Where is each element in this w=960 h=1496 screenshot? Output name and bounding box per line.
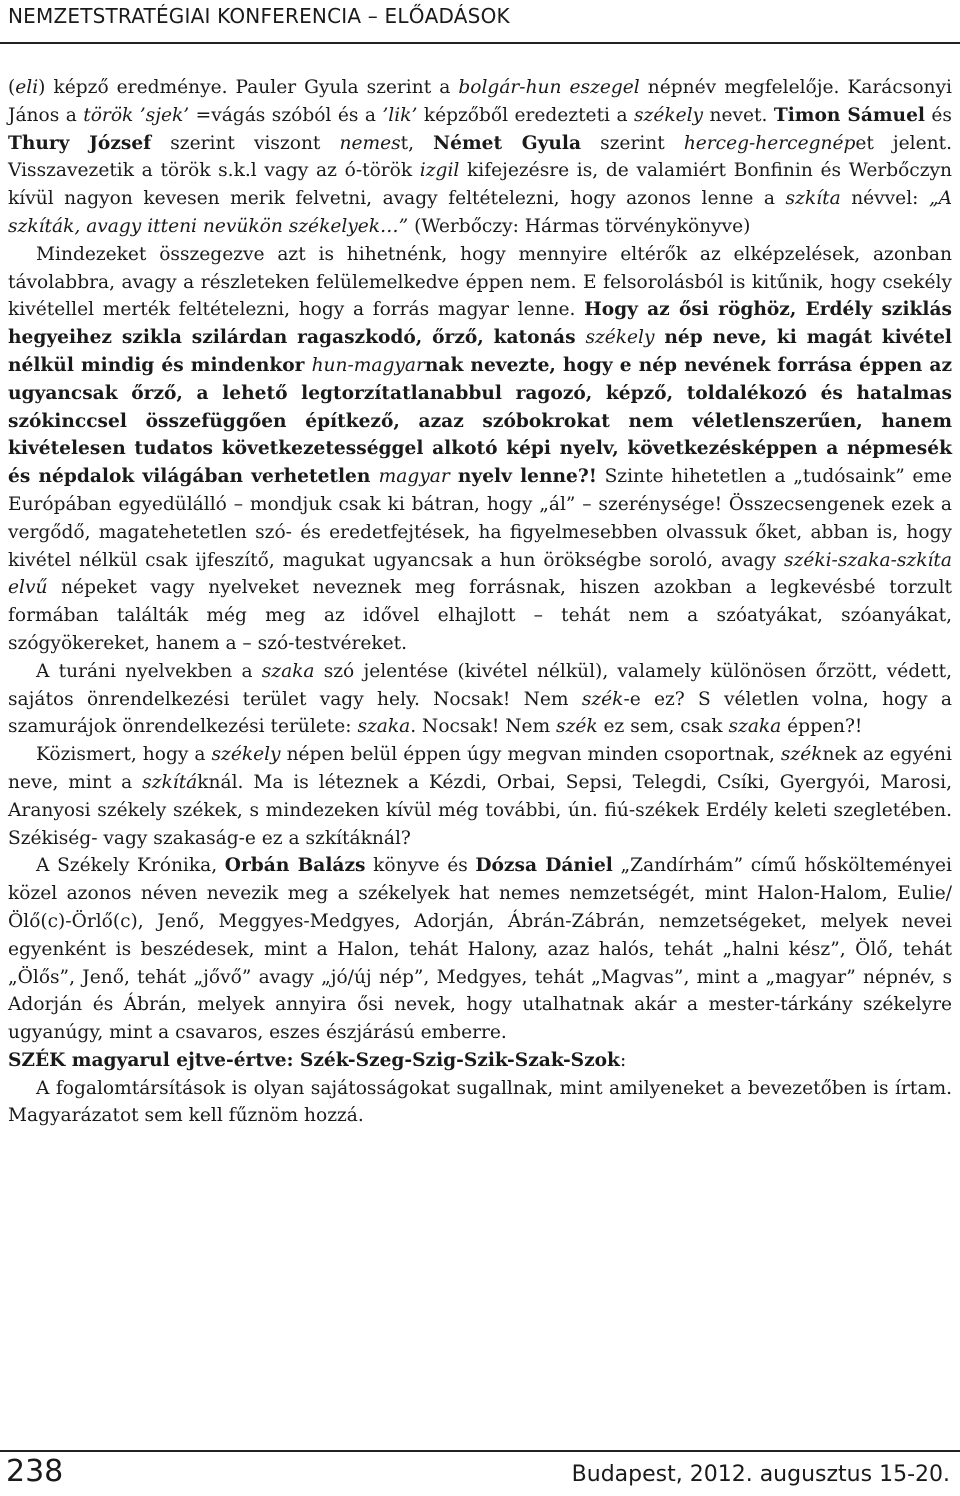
text-run: szerint bbox=[581, 132, 684, 154]
text-run: kifejezésre is, de valamiért Bonfinin és Werbőczyn kívül nagyon kevesen merik felvetni, avagy feltételezni, hogy azonos lenne a bbox=[8, 160, 952, 210]
text-run: és bbox=[924, 104, 952, 126]
paragraph bbox=[8, 658, 952, 741]
italic-run: magyar bbox=[378, 466, 450, 488]
header-divider bbox=[0, 42, 960, 44]
italic-run: izgil bbox=[419, 160, 460, 182]
bold-run: nép neve, ki magát kivétel nélkül mindig és mindenkor bbox=[8, 327, 952, 376]
text-run: éppen?! bbox=[781, 716, 863, 738]
text-run: -e ez? S véletlen volna, hogy a szamurájok önrendelkezési területe: bbox=[8, 688, 952, 738]
bold-run: Thury József bbox=[8, 132, 152, 154]
text-run: népen belül éppen úgy megvan minden csoportnak, bbox=[280, 744, 781, 766]
italic-run: szék bbox=[780, 744, 823, 766]
text-run: (Werbőczy: Hármas törvénykönyve) bbox=[408, 215, 751, 237]
text-run: népeket vagy nyelveket neveznek meg forrásnak, hiszen azokban a legkevésbé torzult formában találták még meg az idővel elhajlott – tehát nem a szóatyákat, szóanyákat, szógyökereket, hanem a – szó-testvéreket. bbox=[8, 577, 952, 654]
paragraph bbox=[8, 241, 952, 658]
italic-run: bolgár-hun eszegel bbox=[458, 77, 640, 98]
bold-run: SZÉK magyarul ejtve-értve: Szék-Szeg-Szig-Szik-Szak-Szok bbox=[8, 1049, 620, 1071]
text-run: könyve és bbox=[365, 855, 476, 877]
text-run: A turáni nyelvekben a bbox=[36, 660, 262, 682]
bold-run: Hogy az ősi röghöz, Erdély sziklás hegyeihez szikla szilárdan ragaszkodó, őrző, katonás bbox=[8, 299, 952, 349]
italic-run: „A szkíták, avagy itteni nevükön székelyek…” bbox=[8, 188, 952, 237]
text-run: ) képző eredménye. Pauler Gyula szerint a bbox=[38, 77, 459, 98]
text-run: ez sem, csak bbox=[597, 716, 729, 738]
bold-run: Orbán Balázs bbox=[224, 855, 366, 877]
text-run: szó jelentése (kivétel nélkül), valamely különösen őrzött, védett, sajátos önrendelkezési terület vagy hely. Nocsak! Nem bbox=[8, 660, 952, 710]
bold-run: Dózsa Dániel bbox=[475, 855, 613, 877]
italic-run: szék bbox=[581, 688, 624, 710]
paragraph bbox=[8, 852, 952, 1047]
italic-run: széki-szaka-szkíta elvű bbox=[8, 549, 952, 599]
italic-run: szkítá bbox=[142, 771, 198, 793]
text-run: . Nocsak! Nem bbox=[410, 716, 557, 738]
text-run: : bbox=[619, 1049, 627, 1071]
italic-run: székely bbox=[211, 744, 281, 766]
text-run: szerint viszont bbox=[151, 132, 340, 154]
italic-run: szaka bbox=[728, 716, 782, 738]
text-run: népnév megfelelője. Karácsonyi János a bbox=[8, 77, 952, 126]
italic-run: hun-magyar bbox=[311, 354, 425, 376]
text-run: nevet. bbox=[703, 104, 774, 126]
text-run: Mindezeket összegezve azt is hihetnénk, hogy mennyire eltérők az elképzelések, azonban távolabbra, avagy a részleteken felülemelkedve éppen nem. E felsorolásból is kitűnik, hogy csekély kivétellel merték feltételezni, hogy a forrás magyar lenne. bbox=[8, 243, 952, 321]
text-run: képzőből eredezteti a bbox=[417, 104, 634, 126]
text-run: knál. Ma is léteznek a Kézdi, Orbai, Sepsi, Telegdi, Csíki, Gyergyói, Marosi, Aranyosi székely székek, s mindezeken kívül még további, ún. fiú-székek Erdély keleti szegletében. Székiség- vagy szakaság-e ez a szkítáknál? bbox=[8, 771, 952, 849]
footer-divider bbox=[0, 1450, 960, 1452]
paragraph bbox=[8, 1047, 952, 1075]
bold-run: Német Gyula bbox=[433, 132, 582, 154]
italic-run: szaka bbox=[261, 660, 315, 682]
paragraph bbox=[8, 74, 952, 241]
text-run: et jelent. Visszavezetik a török s.k.l vagy az ó-török bbox=[8, 132, 952, 182]
paragraph bbox=[8, 1075, 952, 1131]
bold-run: nyelv lenne?! bbox=[449, 466, 597, 488]
italic-run: szék bbox=[556, 716, 598, 738]
bold-run: Timon Sámuel bbox=[773, 104, 925, 126]
text-run: t, bbox=[400, 132, 434, 154]
page-number: 238 bbox=[6, 1454, 64, 1489]
text-run: A Székely Krónika, bbox=[36, 855, 225, 877]
italic-run: nemes bbox=[339, 132, 401, 154]
text-run: névvel: bbox=[840, 188, 929, 210]
italic-run: szkíta bbox=[785, 188, 841, 210]
italic-run: török ’sjek’ bbox=[83, 104, 190, 126]
running-header: NEMZETSTRATÉGIAI KONFERENCIA – ELŐADÁSOK bbox=[8, 4, 510, 28]
italic-run: szaka bbox=[357, 716, 411, 738]
italic-run: székely bbox=[634, 104, 704, 126]
bold-run: nak nevezte, hogy e nép nevének forrása éppen az ugyancsak őrző, a lehető legtorzítatlanabbul ragozó, képző, toldalékozó és hatalmas szókinccsel összefüggően építkező, azaz szóbokrokat nem véletlenszerűen, hanem kivételesen tudatos következetességgel alkotó képi nyelv, következésképpen a népmesék és népdalok világában verhetetlen bbox=[8, 354, 953, 488]
article-body bbox=[8, 74, 952, 1130]
italic-run: eli bbox=[15, 77, 39, 98]
text-run: nek az egyéni neve, mint a bbox=[8, 744, 952, 793]
text-run: ( bbox=[8, 77, 16, 98]
text-run: Szinte hihetetlen a „tudósaink” eme Európában egyedülálló – mondjuk csak ki bátran, hogy „ál” – szerénysége! Összecsengenek ezek a vergődő, magatehetetlen szó- és eredetfejtések, ha figyelmesebben olvassuk őket, abban is, hogy kivétel nélkül csak ijfeszítő, magukat ugyancsak a hun örökségbe soroló, avagy bbox=[8, 466, 952, 571]
text-run: A fogalomtársítások is olyan sajátosságokat sugallnak, mint amilyeneket a bevezetőben is írtam. Magyarázatot sem kell fűznöm hozzá. bbox=[8, 1077, 952, 1127]
footer-place-date: Budapest, 2012. augusztus 15-20. bbox=[571, 1462, 950, 1487]
text-run: Közismert, hogy a bbox=[36, 744, 212, 766]
paragraph bbox=[8, 741, 952, 852]
text-run: „Zandírhám” című hőskölteményei közel azonos néven nevezik meg a székelyek hat nemes nemzetségét, mint Halon-Halom, Eulie/Ölő(c)-Örlő(c), Jenő, Meggyes-Medgyes, Adorján, Ábrán-Zábrán, nemzetségeket, melyek nevei egyenként is beszédesek, mint a Halon, tehát Halony, azaz halós, tehát „halni kész”, Ölő, tehát „Ölős”, Jenő, tehát „jővő” avagy „jó/új nép”, Medgyes, tehát „Magvas”, mint a „magyar” népnév, s Adorján és Ábrán, melyek annyira ősi nevek, hogy utalhatnak akár a mester-tárkány székelyre ugyanúgy, mint a csavaros, eszes észjárású emberre. bbox=[8, 855, 952, 1044]
italic-run: székely bbox=[585, 327, 655, 349]
italic-run: ’lik’ bbox=[382, 104, 418, 126]
text-run: =vágás szóból és a bbox=[189, 104, 383, 126]
italic-run: herceg-hercegnép bbox=[683, 132, 856, 154]
